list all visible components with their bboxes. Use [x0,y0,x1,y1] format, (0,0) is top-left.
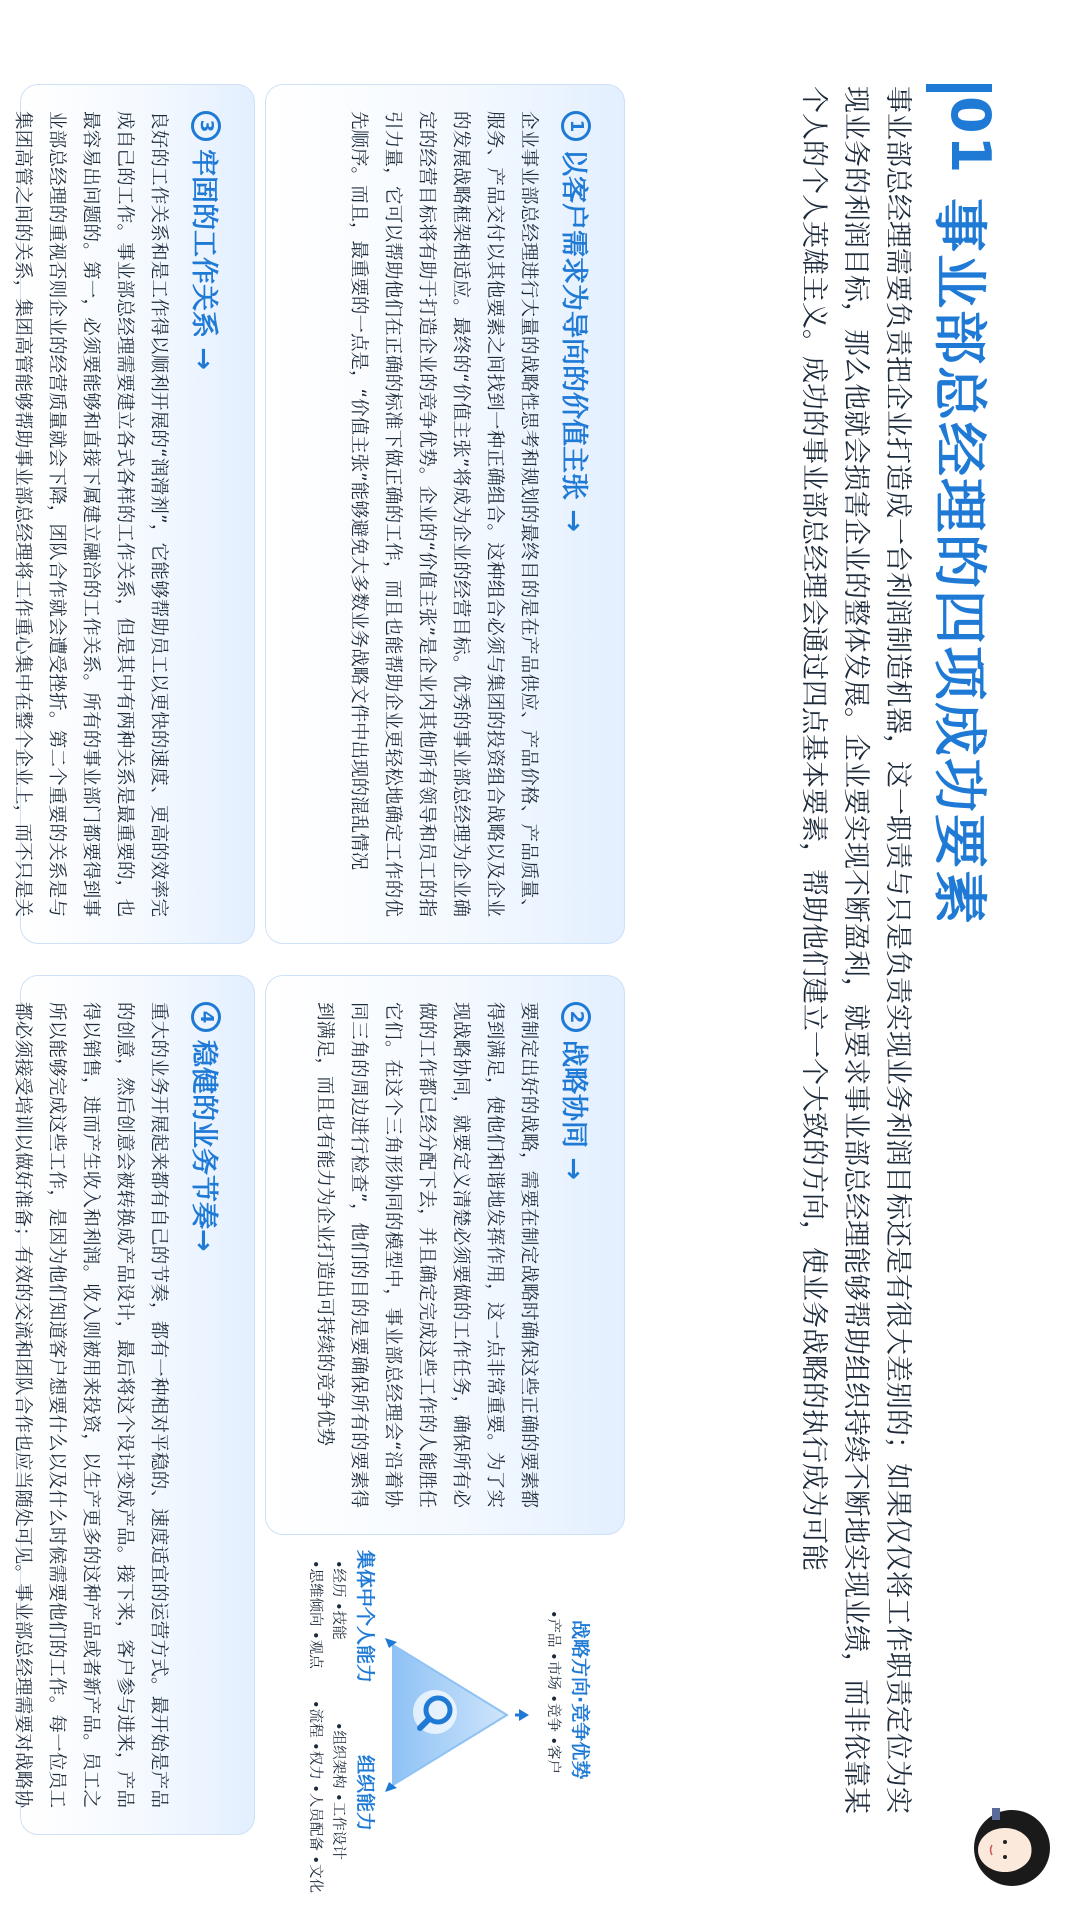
magnifier-icon [413,1690,457,1734]
card-value-proposition [265,84,625,944]
number-badge: 1 [562,111,592,141]
card-title-text: 战略协同 → [558,1040,589,1181]
diagram-top-items: •产品 •市场 •竞争 •客户 [545,1610,561,1775]
card-title [187,1002,226,1808]
card-strategic-synergy [265,975,625,1535]
number-badge: 2 [562,1002,592,1032]
card-title [187,111,226,917]
card-body: 要制定出好的战略，需要在制定战略时确保这些正确的要素都得到满足，使他们和谐地发挥作用，这一点非常重要。为了实现战略协同，就要定义清楚必须要做的工作任务，确保所有必做的工作都已经分配下去，并且确定完成这些工作的人能胜任它们。在这个三角形协同的模型中，事业部总经理会“沿着协同三角的周边进行检查”，他们的目的是要确保所有的要素得到满足，而且也有能力为企业打造出可持续的竞争优势 [314,1002,539,1508]
diagram-left-items-1: •经历 •技能 [330,1560,346,1640]
card-body: 重大的业务开展起来都有自己的节奏，都有一种相对平稳的、速度适宜的运营方式。最开始是产品的创意，然后创意会被转换成产品设计，最后将这个设计变成产品。接下来，客户参与进来，产品得以销售，进而产生收入和利润。收入则被用来投资，以生产更多的这种产品或者新产品。员工之所以能够完成这些工作，是因为他们知道客户想要什么以及什么时候需要他们的工作。每一位员工都必须接受培训以做好准备；有效的交流和团队合作也应当随处可见。事业部总经理需要对战略协 [12,1002,169,1808]
page-title: 事业部总经理的四项成功要素 [928,198,991,926]
number-badge: 3 [192,111,222,141]
card-title-text: 稳健的业务节奏→ [188,1040,219,1252]
diagram-right-items-1: •组织架构 •工作设计 [330,1722,346,1860]
number-badge: 4 [192,1002,222,1032]
card-working-relationships [12,84,255,944]
card-body: 良好的工作关系和是工作得以顺利开展的“润滑剂”，它能够帮助员工以更快的速度、更高的效率完成自己的工作。事业部总经理需要建立各式各样的工作关系，但是其中有两种关系是最重要的，也最容易出问题的。第一，必须要能够和直接下属建立融洽的工作关系。所有的事业部门都要得到事业部总经理的重视否则企业的经营质量就会下降，团队合作就会遭受挫折。第二个重要的关系是与集团高管之间的关系，集团高管能够帮助事业部总经理将工作重心集中在整个企业上，而不只是关 [12,111,169,917]
card-title [557,111,596,917]
diagram-right-title: 组织能力 [354,1755,376,1832]
section-number: 01 [939,96,1002,176]
diagram-left-title: 集体中个人能力 [354,1550,376,1684]
synergy-triangle-diagram [265,1550,625,1894]
card-body: 企业事业部总经理进行大量的战略性思考和规划的最终目的是在产品供应、产品价格、产品质量、服务、产品交付以其他要素之间找到一种正确组合。这种组合必须与集团的投资组合战略以及企业的发展战略框架相适应。最终的“价值主张”将成为企业的经营目标。优秀的事业部总经理为企业确定的经营目标将有助于打造企业的竞争优势。企业的“价值主张”是企业内其他所有领导和员工的指引力量，它可以帮助他们在正确的标准下做正确的工作，而且也能帮助企业更轻松地确定工作的优先顺序。而且，最重要的一点是，“价值主张”能够避免大多数业务战略文件中出现的混乱情况 [348,111,539,917]
intro-paragraph: 事业部总经理需要负责把企业打造成一台利润制造机器，这一职责与只是负责实现业务利润目标还是有很大差别的；如果仅仅将工作职责定位为实现业务的利润目标，那么他就会损害企业的整体发展。企业要实现不断盈利，就要求事业部总经理能够帮助组织持续不断地实现业绩，而非依靠某个人的个人英雄主义。成功的事业部总经理会通过四点基本要素，帮助他们建立一个大致的方向，使业务战略的执行成为可能 [798,86,913,1814]
card-title-text: 以客户需求为导向的价值主张 → [558,149,589,533]
card-title-text: 牢固的工作关系 → [188,149,219,371]
title-accent-bar [926,84,992,92]
card-business-rhythm [12,975,255,1835]
diagram-top-title: 战略方向·竞争优势 [569,1620,591,1780]
card-title [557,1002,596,1508]
diagram-left-items-2: •思维倾向 •观点 [307,1560,323,1669]
avatar-girl-icon [970,1800,1060,1890]
diagram-right-items-2: •流程 •权力 •人员配备 •文化 [307,1700,323,1894]
